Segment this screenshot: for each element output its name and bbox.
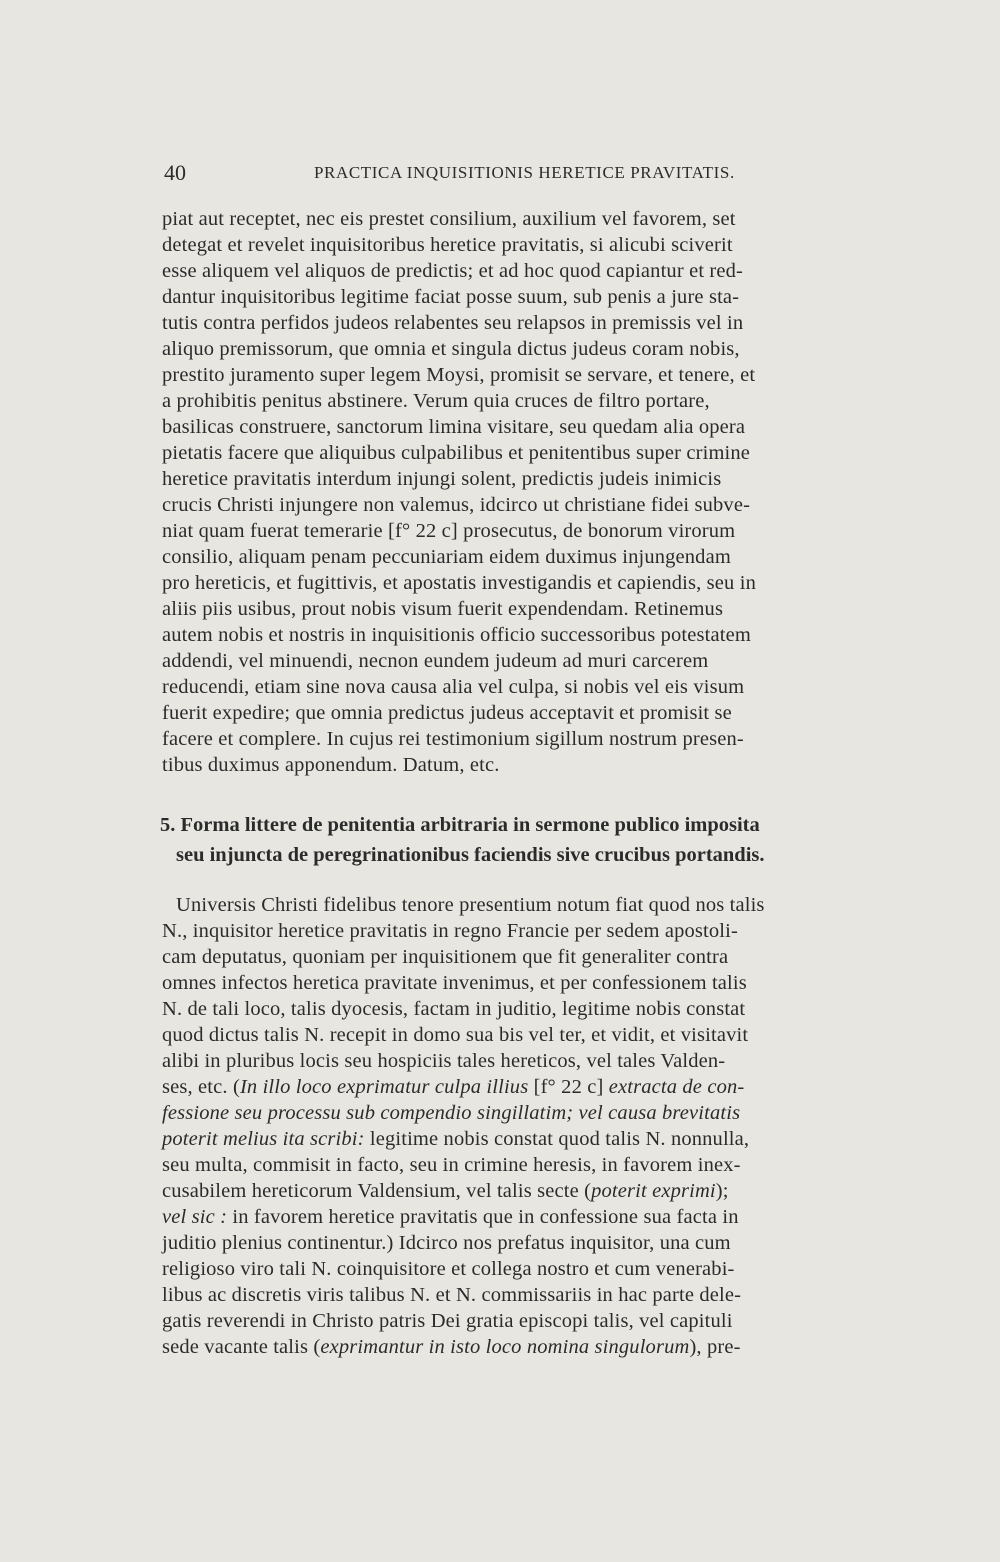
text-line: quod dictus talis N. recepit in domo sua bis vel ter, et vidit, et visitavit	[162, 1024, 749, 1046]
text-line: omnes infectos heretica pravitate invenimus, et per confessionem talis	[162, 972, 747, 994]
text-line: esse aliquem vel aliquos de predictis; et ad hoc quod capiantur et red-	[162, 260, 744, 282]
page-number: 40	[164, 160, 186, 185]
text-line: juditio plenius continentur.) Idcirco nos prefatus inquisitor, una cum	[162, 1232, 731, 1254]
text-line: aliis piis usibus, prout nobis visum fuerit expendendam. Retinemus	[162, 598, 724, 620]
text-line: aliquo premissorum, que omnia et singula dictus judeus coram nobis,	[162, 338, 740, 360]
text-line: autem nobis et nostris in inquisitionis officio successoribus potestatem	[162, 624, 751, 646]
text-run: ), pre-	[689, 1336, 741, 1358]
section-heading-line: 5. Forma littere de penitentia arbitraria in sermone publico imposita	[160, 814, 760, 836]
italic-run: vel sic :	[162, 1206, 228, 1228]
text-line: cam deputatus, quoniam per inquisitionem que fit generaliter contra	[162, 946, 729, 968]
text-line: prestito juramento super legem Moysi, promisit se servare, et tenere, et	[162, 364, 756, 386]
text-line: tutis contra perfidos judeos relabentes seu relapsos in premissis vel in	[162, 312, 744, 334]
text-line: dantur inquisitoribus legitime faciat posse suum, sub penis a jure sta-	[162, 286, 740, 308]
text-line: pietatis facere que aliquibus culpabilibus et penitentibus super crimine	[162, 442, 751, 464]
text-line: addendi, vel minuendi, necnon eundem judeum ad muri carcerem	[162, 650, 709, 672]
section-heading-line: seu injuncta de peregrinationibus faciendis sive crucibus portandis.	[176, 844, 765, 866]
text-line: N., inquisitor heretice pravitatis in regno Francie per sedem apostoli-	[162, 920, 738, 942]
text-run: cusabilem hereticorum Valdensium, vel talis secte (	[162, 1180, 592, 1202]
text-line: N. de tali loco, talis dyocesis, factam in juditio, legitime nobis constat	[162, 998, 746, 1020]
text-line: basilicas construere, sanctorum limina visitare, seu quedam alia opera	[162, 416, 746, 438]
text-line	[162, 1126, 749, 1152]
text-line: pro hereticis, et fugittivis, et apostatis investigandis et capiendis, seu in	[162, 572, 756, 594]
text-line	[162, 1204, 739, 1230]
text-run: sede vacante talis (	[162, 1336, 321, 1358]
text-line: detegat et revelet inquisitoribus heretice pravitatis, si alicubi sciverit	[162, 234, 733, 256]
text-line: fuerit expedire; que omnia predictus judeus acceptavit et promisit se	[162, 702, 732, 724]
text-line: gatis reverendi in Christo patris Dei gratia episcopi talis, vel capituli	[162, 1310, 733, 1332]
text-line: reducendi, etiam sine nova causa alia vel culpa, si nobis vel eis visum	[162, 676, 745, 698]
italic-run: extracta de con-	[608, 1076, 745, 1098]
text-line: a prohibitis penitus abstinere. Verum quia cruces de filtro portare,	[162, 390, 710, 412]
text-line: seu multa, commisit in facto, seu in crimine heresis, in favorem inex-	[162, 1154, 741, 1176]
text-line: tibus duximus apponendum. Datum, etc.	[162, 754, 500, 776]
text-run: in favorem heretice pravitatis que in confessione sua facta in	[227, 1206, 739, 1228]
text-line: heretice pravitatis interdum injungi solent, predictis judeis inimicis	[162, 468, 722, 490]
text-line: religioso viro tali N. coinquisitore et collega nostro et cum venerabi-	[162, 1258, 735, 1280]
text-line: crucis Christi injungere non valemus, idcirco ut christiane fidei subve-	[162, 494, 751, 516]
text-line	[162, 1100, 740, 1126]
italic-run: poterit exprimi	[591, 1180, 716, 1202]
italic-run: exprimantur in isto loco nomina singulorum	[320, 1336, 690, 1358]
text-run: );	[715, 1180, 729, 1202]
text-run: legitime nobis constat quod talis N. nonnulla,	[364, 1128, 750, 1150]
text-line	[162, 1334, 741, 1360]
text-run: ses, etc. (	[162, 1076, 240, 1098]
text-line: niat quam fuerat temerarie [f° 22 c] prosecutus, de bonorum virorum	[162, 520, 736, 542]
text-line: facere et complere. In cujus rei testimonium sigillum nostrum presen-	[162, 728, 744, 750]
running-head: PRACTICA INQUISITIONIS HERETICE PRAVITATIS.	[314, 163, 735, 182]
text-line: libus ac discretis viris talibus N. et N. commissariis in hac parte dele-	[162, 1284, 742, 1306]
italic-run: fessione seu processu sub compendio singillatim; vel causa brevitatis	[162, 1102, 741, 1124]
page-header	[164, 160, 924, 186]
text-line: alibi in pluribus locis seu hospiciis tales hereticos, vel tales Valden-	[162, 1050, 726, 1072]
text-line	[162, 1074, 744, 1100]
italic-run: In illo loco exprimatur culpa illius	[239, 1076, 529, 1098]
italic-run: poterit melius ita scribi:	[162, 1128, 365, 1150]
text-line: consilio, aliquam penam peccuniariam eidem duximus injungendam	[162, 546, 731, 568]
text-line: piat aut receptet, nec eis prestet consilium, auxilium vel favorem, set	[162, 208, 736, 230]
text-run: [f° 22 c]	[528, 1076, 609, 1098]
text-line: Universis Christi fidelibus tenore presentium notum fiat quod nos talis	[176, 894, 765, 916]
text-line	[162, 1178, 729, 1204]
